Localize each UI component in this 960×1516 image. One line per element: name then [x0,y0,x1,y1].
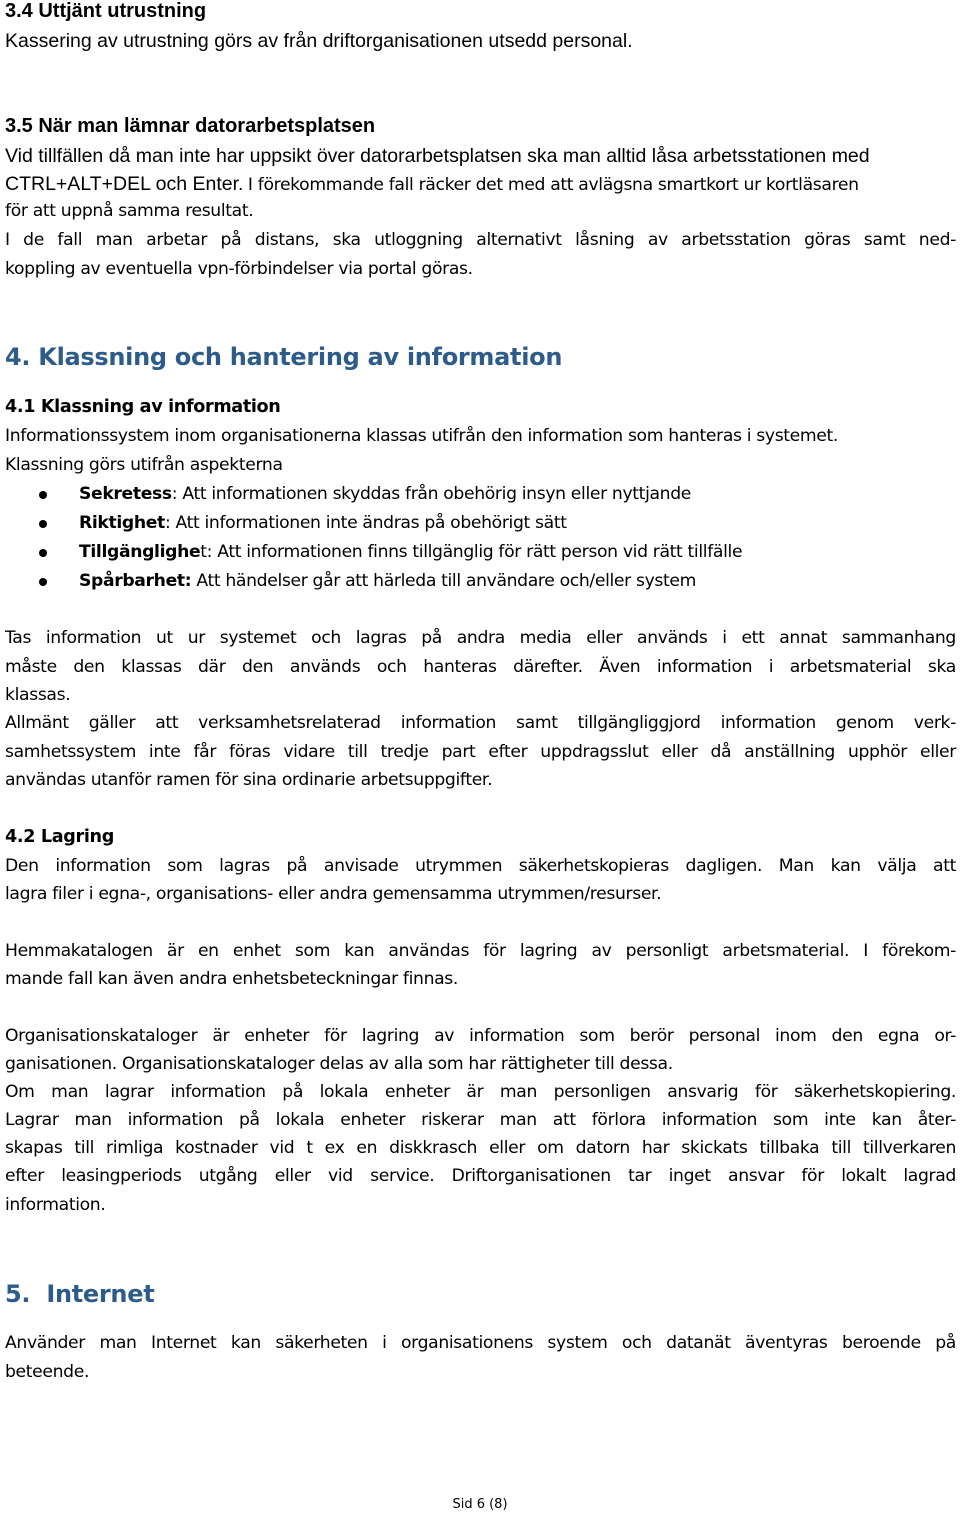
section-3-5-line-2a: CTRL+ALT+DEL och Enter. [5,173,244,195]
bullet-icon [39,549,47,557]
section-5-line-2: beteende. [5,1362,90,1382]
section-3-5-line-4: I de fall man arbetar på distans, ska utloggning alternativt låsning av arbetsstation göras samt ned- [5,230,956,250]
section-3-5-line-3: för att uppnå samma resultat. [5,201,254,221]
section-4-1-p3-line-2: samhetssystem inte får föras vidare till tredje part efter uppdragsslut eller då anställning upphör eller [5,742,956,762]
bullet-icon [39,578,47,586]
bullet-term: Spårbarhet: [79,571,192,591]
bullet-desc: : Att informationen inte ändras på obehörigt sätt [164,513,567,533]
section-3-5-line-2 [5,173,859,196]
bullet-icon [39,491,47,499]
section-4-2-p4-line-2: Lagrar man information på lokala enheter riskerar man att förlora information som inte kan åter- [5,1110,956,1130]
section-4-1-p2-line-1: Tas information ut ur systemet och lagras på andra media eller används i ett annat sammanhang [5,628,956,648]
section-4-2-p2-line-1: Hemmakatalogen är en enhet som kan användas för lagring av personligt arbetsmaterial. I förekom- [5,941,956,961]
section-3-5-line-5: koppling av eventuella vpn-förbindelser via portal göras. [5,259,473,279]
section-4-1-line-2: Klassning görs utifrån aspekterna [5,455,283,475]
section-3-4-heading: 3.4 Uttjänt utrustning [5,0,207,22]
bullet-term: Sekretess [79,484,172,504]
section-4-2-p4-line-3: skapas till rimliga kostnader vid t ex en diskkrasch eller om datorn har skickats tillbaka till tillverkaren [5,1138,956,1158]
section-4-2-heading: 4.2 Lagring [5,827,114,847]
section-4-1-p3-line-3: användas utanför ramen för sina ordinarie arbetsuppgifter. [5,770,493,790]
section-3-4-text: Kassering av utrustning görs av från driftorganisationen utsedd personal. [5,30,633,52]
bullet-desc: : Att informationen skyddas från obehörig insyn eller nyttjande [171,484,692,504]
section-4-2-p4-line-5: information. [5,1195,106,1215]
section-5-heading: 5. Internet [5,1280,155,1308]
bullet-term: Riktighet [79,513,165,533]
section-4-2-p4-line-1: Om man lagrar information på lokala enheter är man personligen ansvarig för säkerhetskopiering. [5,1082,956,1102]
section-3-5-line-2b: I förekommande fall räcker det med att avlägsna smartkort ur kortläsaren [247,175,859,195]
section-4-1-p3-line-1: Allmänt gäller att verksamhetsrelaterad information samt tillgängliggjord information genom verk- [5,713,956,733]
section-4-1-heading: 4.1 Klassning av information [5,397,281,417]
page-number: Sid 6 (8) [452,1497,508,1512]
section-3-5-line-1: Vid tillfällen då man inte har uppsikt över datorarbetsplatsen ska man alltid låsa arbetsstationen med [5,145,870,167]
section-4-2-p1-line-1: Den information som lagras på anvisade utrymmen säkerhetskopieras dagligen. Man kan välja att [5,856,956,876]
section-4-2-p2-line-2: mande fall kan även andra enhetsbeteckningar finnas. [5,969,459,989]
section-5-line-1: Använder man Internet kan säkerheten i organisationens system och datanät äventyras beroende på [5,1333,956,1353]
section-4-2-p1-line-2: lagra filer i egna-, organisations- eller andra gemensamma utrymmen/resurser. [5,884,662,904]
section-4-2-p4-line-4: efter leasingperiods utgång eller vid service. Driftorganisationen tar inget ansvar för lokalt lagrad [5,1166,956,1186]
bullet-term: Tillgänglighe [79,542,201,562]
bullet-desc: t: Att informationen finns tillgänglig för rätt person vid rätt tillfälle [200,542,743,562]
section-4-2-p3-line-2: ganisationen. Organisationskataloger delas av alla som har rättigheter till dessa. [5,1054,673,1074]
section-4-2-p3-line-1: Organisationskataloger är enheter för lagring av information som berör personal inom den egna or- [5,1026,956,1046]
section-4-1-line-1: Informationssystem inom organisationerna klassas utifrån den information som hanteras i systemet. [5,426,839,446]
section-3-5-heading: 3.5 När man lämnar datorarbetsplatsen [5,115,376,137]
bullet-icon [39,520,47,528]
bullet-desc: Att händelser går att härleda till användare och/eller system [191,571,697,591]
section-4-heading: 4. Klassning och hantering av information [5,343,563,371]
section-4-1-p2-line-3: klassas. [5,685,71,705]
section-4-1-p2-line-2: måste den klassas där den används och hanteras därefter. Även information i arbetsmaterial ska [5,657,956,677]
